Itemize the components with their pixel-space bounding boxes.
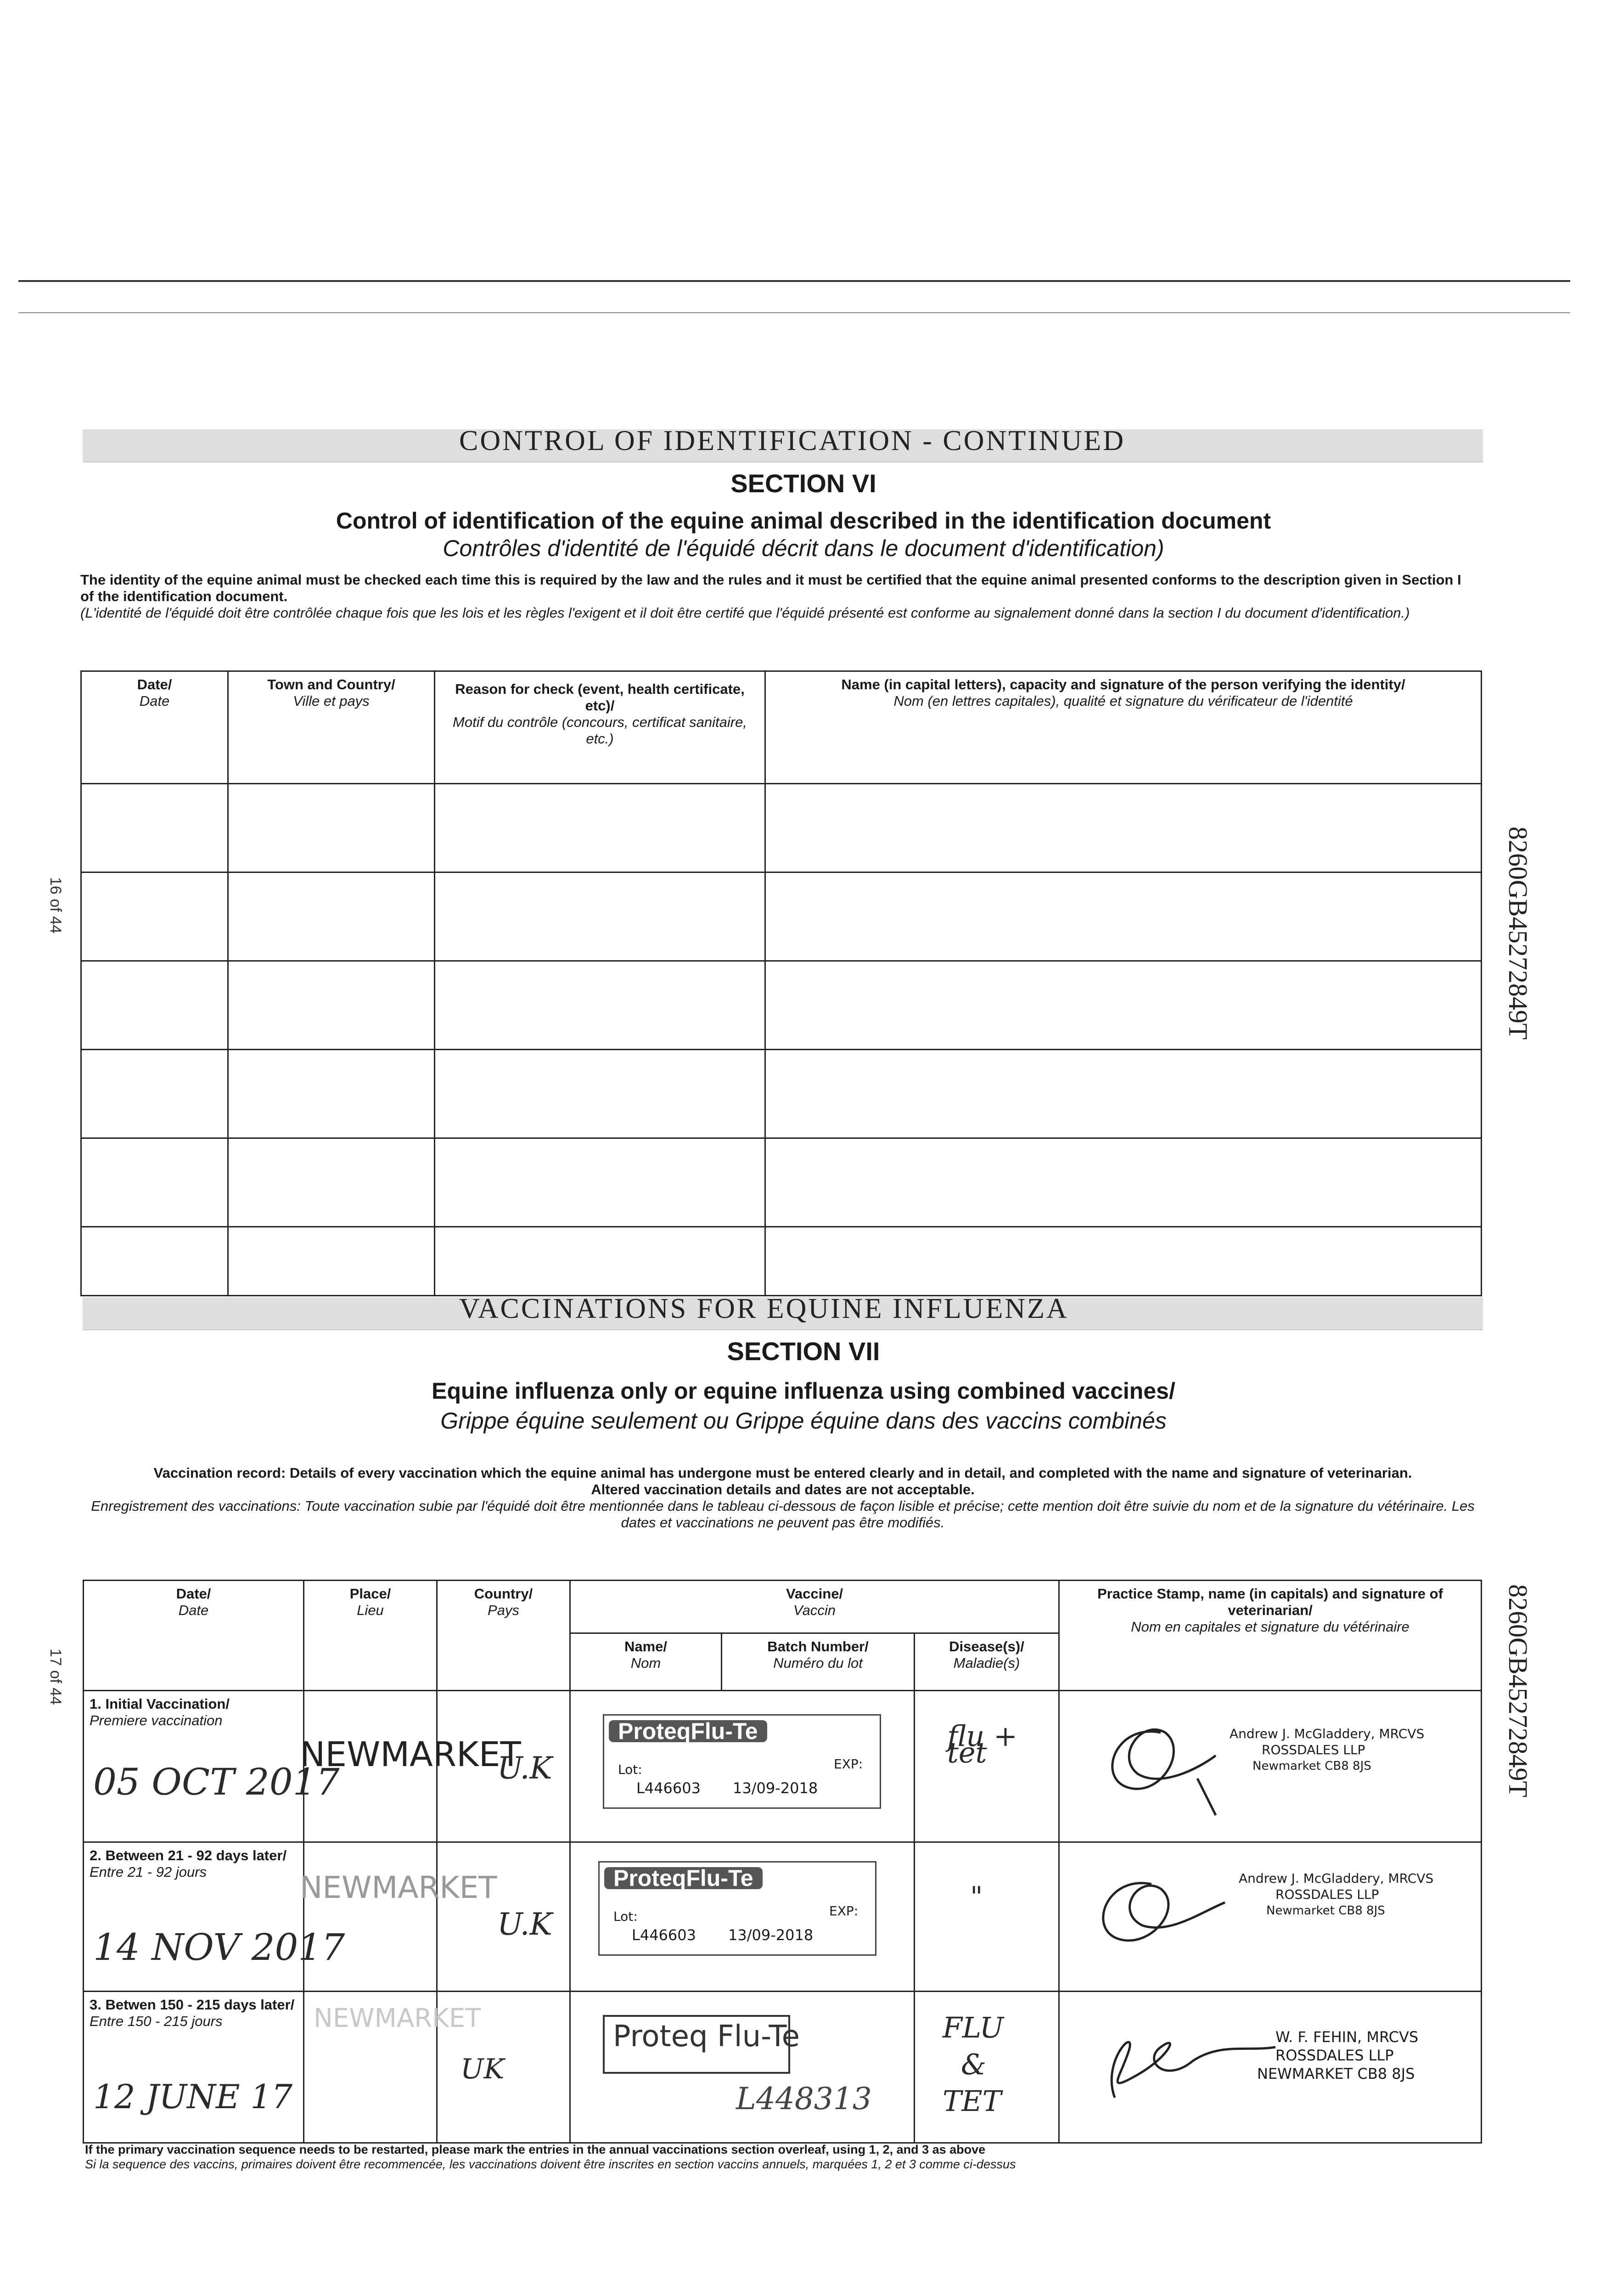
v-row1-vaccine-name: ProteqFlu-Te <box>609 1720 767 1742</box>
s6-cell[interactable] <box>435 1138 765 1227</box>
section6-para-fr: (L'identité de l'équidé doit être contrôlée chaque fois que les lois et les règles l'exigent et il doit être certifé que l'équidé présenté est conforme au signalement donné dans la section I du document d'identification.) <box>80 605 1410 621</box>
v-row2-place: NEWMARKET <box>300 1870 497 1905</box>
section7-paragraph <box>83 1465 1483 1531</box>
v-row3-place: NEWMARKET <box>314 2003 481 2033</box>
v-col-date: Date/ Date <box>84 1581 304 1691</box>
v-row1-vet-name: Andrew J. McGladdery, MRCVS <box>1230 1726 1425 1741</box>
v-col-disease: Disease(s)/ Maladie(s) <box>915 1633 1059 1691</box>
s6-cell[interactable] <box>765 872 1482 961</box>
s6-cell[interactable] <box>435 784 765 872</box>
s6-cell[interactable] <box>435 1050 765 1138</box>
s6-cell[interactable] <box>765 1138 1482 1227</box>
page-number-lower: 17 of 44 <box>47 1649 64 1705</box>
v-row2-vaccine-cell[interactable] <box>570 1842 915 1992</box>
v-row2-lot-label: Lot: <box>613 1909 638 1924</box>
v-row1-vet-practice: ROSSDALES LLP <box>1262 1742 1365 1757</box>
v-row3-disease-2: & <box>961 2048 987 2081</box>
section7-para-en: Vaccination record: Details of every vaccination which the equine animal has undergone must be entered clearly and in detail, and completed with the name and signature of veterinarian. <box>153 1465 1412 1481</box>
section6-heading-en: Control of identification of the equine animal described in the identification document <box>336 508 1271 534</box>
v-row2-date-cell[interactable]: 2. Between 21 - 92 days later/ Entre 21 - 92 jours 14 NOV 2017 <box>84 1842 304 1992</box>
v-row1-country: U.K <box>497 1750 552 1786</box>
v-row3-stamp-cell[interactable] <box>1059 1992 1482 2143</box>
s6-col-name: Name (in capital letters), capacity and signature of the person verifying the identity/ Nom (en lettres capitales), qualité et signature du vérificateur de l'identité <box>765 671 1482 784</box>
v-row3-batch: L448313 <box>736 2081 872 2116</box>
s6-cell[interactable] <box>765 961 1482 1050</box>
v-row1-vet-address: Newmarket CB8 8JS <box>1252 1759 1371 1773</box>
page-number-upper: 16 of 44 <box>47 877 64 934</box>
section7-para-fr: Enregistrement des vaccinations: Toute vaccination subie par l'équidé doit être mentionnée dans le tableau ci-dessous de façon lisible et précise; cette mention doit être suivie du nom et de la signature du vétérinaire. Les dates et vaccinations ne peuvent pas être modifiés. <box>91 1498 1475 1531</box>
v-row2-disease: " <box>970 1881 983 1913</box>
vaccination-row-1 <box>84 1691 1482 1842</box>
section6-banner-title: CONTROL OF IDENTIFICATION - CONTINUED <box>459 425 1126 456</box>
s6-cell[interactable] <box>765 784 1482 872</box>
footnote <box>85 2142 1481 2172</box>
v-row3-date: 12 JUNE 17 <box>93 2077 293 2116</box>
v-col-vaccine: Vaccine/ Vaccin <box>570 1581 1059 1633</box>
s6-col-town: Town and Country/ Ville et pays <box>228 671 435 784</box>
v-row2-batch: L446603 <box>632 1926 696 1944</box>
v-row3-place-cell[interactable] <box>304 1992 481 2143</box>
s6-cell[interactable] <box>228 872 435 961</box>
v-row1-signature <box>1087 1714 1225 1820</box>
v-row2-exp-label: EXP: <box>829 1903 859 1919</box>
v-row1-batch: L446603 <box>636 1779 701 1797</box>
top-rule <box>18 280 1570 282</box>
serial-number-upper: 8260GB45272849T <box>1503 827 1533 1040</box>
v-row3-vaccine-name: Proteq Flu-Te <box>613 2020 800 2054</box>
v-row1-country-cell[interactable] <box>437 1691 570 1842</box>
v-row2-stamp-cell[interactable] <box>1059 1842 1482 1992</box>
s6-cell[interactable] <box>81 1138 228 1227</box>
v-row3-signature <box>1087 2006 1280 2111</box>
vaccination-table <box>83 1580 1482 2144</box>
v-row1-disease-cell[interactable] <box>915 1691 1059 1842</box>
s6-cell[interactable] <box>228 784 435 872</box>
v-row3-disease-1: FLU <box>943 2011 1004 2044</box>
s6-cell[interactable] <box>228 1138 435 1227</box>
v-col-name: Name/ Nom <box>570 1633 722 1691</box>
v-col-place: Place/ Lieu <box>304 1581 437 1691</box>
s6-cell[interactable] <box>435 1227 765 1296</box>
v-row3-vaccine-label <box>603 2015 800 2074</box>
v-row1-stamp-cell[interactable] <box>1059 1691 1482 1842</box>
section6-paragraph <box>80 572 1462 621</box>
v-row1-vaccine-label <box>603 1714 881 1809</box>
s6-col-reason: Reason for check (event, health certificate, etc)/ Motif du contrôle (concours, certificat sanitaire, etc.) <box>435 671 765 784</box>
section6-title: SECTION VI <box>730 469 876 498</box>
footnote-fr: Si la sequence des vaccins, primaires doivent être recommencée, les vaccinations doivent être inscrites en section vaccins annuels, marquées 1, 2 et 3 comme ci-dessus <box>85 2157 1016 2171</box>
v-row2-country: U.K <box>497 1907 552 1942</box>
section6-heading-fr: Contrôles d'identité de l'équidé décrit dans le document d'identification) <box>443 535 1164 561</box>
s6-cell[interactable] <box>228 961 435 1050</box>
v-col-country: Country/ Pays <box>437 1581 570 1691</box>
s6-cell[interactable] <box>765 1227 1482 1296</box>
section7-banner-title: VACCINATIONS FOR EQUINE INFLUENZA <box>459 1293 1069 1324</box>
v-row2-vaccine-label <box>598 1861 876 1956</box>
v-row2-exp: 13/09-2018 <box>728 1926 814 1944</box>
v-row1-place-cell[interactable] <box>300 1691 521 1842</box>
s6-cell[interactable] <box>81 1227 228 1296</box>
s6-cell[interactable] <box>81 1050 228 1138</box>
v-row1-lot-label: Lot: <box>618 1762 642 1777</box>
v-row3-vet-name: W. F. FEHIN, MRCVS <box>1275 2028 1419 2046</box>
s6-cell[interactable] <box>435 872 765 961</box>
v-row2-country-cell[interactable] <box>437 1842 570 1992</box>
v-row2-date: 14 NOV 2017 <box>93 1926 345 1969</box>
v-row2-vet-name: Andrew J. McGladdery, MRCVS <box>1239 1871 1434 1886</box>
section7-heading-en: Equine influenza only or equine influenza using combined vaccines/ <box>432 1378 1175 1404</box>
section7-title: SECTION VII <box>727 1337 880 1366</box>
v-row3-country: UK <box>461 2053 505 2085</box>
vaccination-row-2 <box>84 1842 1482 1992</box>
v-row1-place: NEWMARKET <box>300 1735 521 1774</box>
v-row1-disease: flu + tet <box>947 1719 1017 1769</box>
section6-table <box>80 670 1482 1296</box>
v-row1-vaccine-cell[interactable] <box>570 1691 915 1842</box>
v-row2-vaccine-name: ProteqFlu-Te <box>604 1867 763 1889</box>
s6-cell[interactable] <box>228 1227 435 1296</box>
v-row1-date: 05 OCT 2017 <box>93 1761 340 1803</box>
serial-number-lower: 8260GB45272849T <box>1503 1584 1533 1797</box>
v-row2-place-cell[interactable] <box>300 1842 497 1992</box>
section7-heading-fr: Grippe équine seulement ou Grippe équine dans des vaccins combinés <box>440 1408 1167 1434</box>
v-row1-date-cell[interactable]: 1. Initial Vaccination/ Premiere vaccination 05 OCT 2017 <box>84 1691 304 1842</box>
s6-cell[interactable] <box>435 961 765 1050</box>
s6-cell[interactable] <box>228 1050 435 1138</box>
v-col-stamp: Practice Stamp, name (in capitals) and signature of veterinarian/ Nom en capitales et signature du vétérinaire <box>1059 1581 1482 1691</box>
top-rule-thin <box>18 312 1570 313</box>
v-row3-vaccine-cell[interactable] <box>570 1992 915 2143</box>
v-row3-vet-address: NEWMARKET CB8 8JS <box>1257 2065 1415 2082</box>
v-row3-vet-practice: ROSSDALES LLP <box>1275 2047 1394 2064</box>
v-row3-date-cell[interactable]: 3. Betwen 150 - 215 days later/ Entre 150 - 215 jours 12 JUNE 17 <box>84 1992 304 2143</box>
v-row2-vet-address: Newmarket CB8 8JS <box>1266 1904 1385 1918</box>
footnote-en: If the primary vaccination sequence needs to be restarted, please mark the entries in the annual vaccinations section overleaf, using 1, 2, and 3 as above <box>85 2143 986 2156</box>
section6-para-en: The identity of the equine animal must be checked each time this is required by the law and the rules and it must be certified that the equine animal presented conforms to the description given in Section I of the identification document. <box>80 572 1461 604</box>
v-row1-exp: 13/09-2018 <box>733 1779 818 1797</box>
v-row3-disease-cell[interactable] <box>915 1992 1059 2143</box>
s6-cell[interactable] <box>765 1050 1482 1138</box>
v-row2-signature <box>1083 1861 1230 1967</box>
s6-cell[interactable] <box>81 784 228 872</box>
v-row1-exp-label: EXP: <box>834 1756 863 1772</box>
s6-cell[interactable] <box>81 872 228 961</box>
v-row3-disease-3: TET <box>943 2084 1001 2118</box>
v-col-batch: Batch Number/ Numéro du lot <box>722 1633 915 1691</box>
s6-col-date: Date/ Date <box>81 671 228 784</box>
v-row2-disease-cell[interactable] <box>915 1842 1059 1992</box>
v-row2-vet-practice: ROSSDALES LLP <box>1275 1887 1379 1902</box>
s6-cell[interactable] <box>81 961 228 1050</box>
v-row3-country-cell[interactable] <box>437 1992 570 2143</box>
section7-para-en2: Altered vaccination details and dates are not acceptable. <box>591 1481 975 1497</box>
vaccination-row-3 <box>84 1992 1482 2143</box>
